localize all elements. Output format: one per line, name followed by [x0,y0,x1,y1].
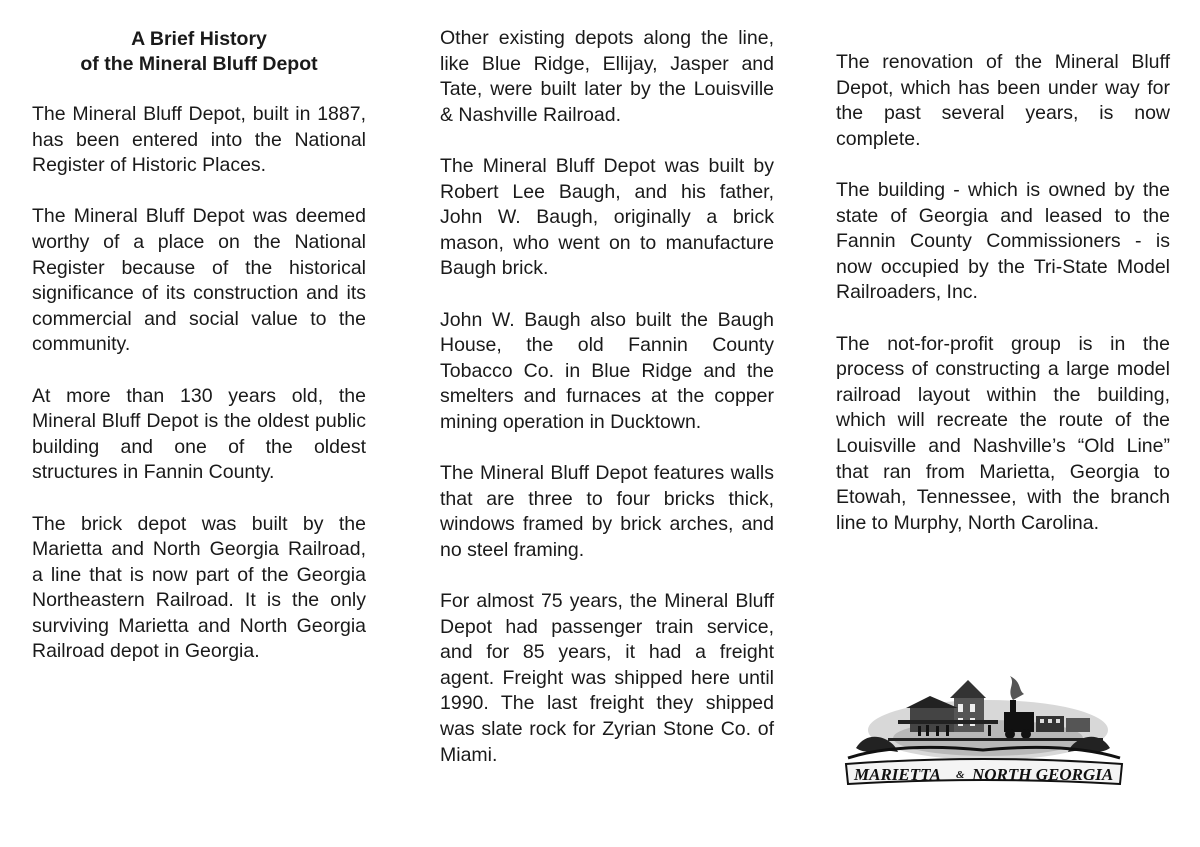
paragraph-model-railroad: The not-for-profit group is in the process of constructing a large model railroad layout within the building, which will recreate the route of the Louisville and Nashville’s “Old Line” that ran from Marietta, Georgia to Etowah, Tennessee, with the branch line to Murphy, North Carolina. [836,332,1170,534]
paragraph-oldest: At more than 130 years old, the Mineral Bluff Depot is the oldest public building and one of the oldest structures in Fannin County. [32,384,366,484]
middle-column [440,26,774,794]
paragraph-builders: The Mineral Bluff Depot was built by Robert Lee Baugh, and his father, John W. Baugh, originally a brick mason, who went on to manufacture Baugh brick. [440,154,774,280]
logo-lettering-right: NORTH GEORGIA [972,765,1114,784]
paragraph-features: The Mineral Bluff Depot features walls that are three to four bricks thick, windows framed by brick arches, and no steel framing. [440,462,774,561]
document-title [32,27,366,77]
paragraph-baugh-house: John W. Baugh also built the Baugh House, the old Fannin County Tobacco Co. in Blue Ridge and the smelters and furnaces at the copper mining operation in Ducktown. [440,308,774,433]
left-column [32,27,366,691]
railroad-engraving-logo-icon [838,668,1128,798]
paragraph-renovation: The renovation of the Mineral Bluff Depot, which has been under way for the past several years, is now complete. [836,51,1170,150]
paragraph-worthy: The Mineral Bluff Depot was deemed worthy of a place on the National Register because of the historical significance of its construction and its commercial and social value to the community. [32,205,366,356]
paragraph-other-depots: Other existing depots along the line, like Blue Ridge, Ellijay, Jasper and Tate, were built later by the Louisville & Nashville Railroad. [440,27,774,126]
title-line-1: A Brief History [131,28,267,50]
paragraph-freight: For almost 75 years, the Mineral Bluff Depot had passenger train service, and for 85 years, it had a freight agent. Freight was shipped here until 1990. The last freight they shipped was slate rock for Zyrian Stone Co. of Miami. [440,590,774,766]
title-line-2: of the Mineral Bluff Depot [80,53,318,75]
paragraph-register: The Mineral Bluff Depot, built in 1887, has been entered into the National Register of Historic Places. [32,103,366,177]
paragraph-ownership: The building - which is owned by the state of Georgia and leased to the Fannin County Commissioners - is now occupied by the Tri-State Model Railroaders, Inc. [836,178,1170,304]
logo-lettering-left: MARIETTA [854,765,941,784]
logo-lettering-mid: & [956,769,965,781]
paragraph-railroad: The brick depot was built by the Marietta and North Georgia Railroad, a line that is now part of the Georgia Northeastern Railroad. It is the only surviving Marietta and North Georgia Railroad depot in Georgia. [32,512,366,663]
right-column [836,50,1170,562]
